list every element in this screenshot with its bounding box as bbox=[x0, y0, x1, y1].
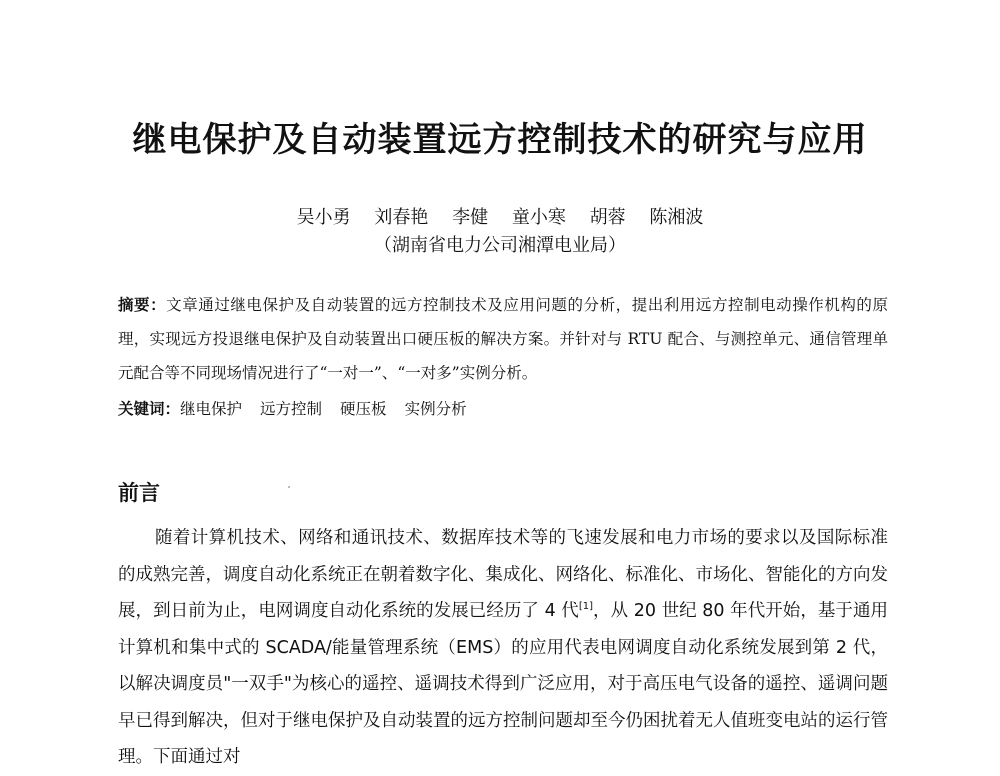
keywords-label: 关键词： bbox=[118, 399, 181, 418]
keyword: 远方控制 bbox=[260, 400, 323, 418]
section-heading: 前言 bbox=[118, 481, 160, 505]
author-list bbox=[0, 204, 1000, 232]
body-paragraph bbox=[118, 520, 888, 776]
author-name: 刘春艳 bbox=[374, 207, 429, 228]
abstract-text: 文章通过继电保护及自动装置的远方控制技术及应用问题的分析，提出利用远方控制电动操作机构的原理，实现远方投退继电保护及自动装置出口硬压板的解决方案。并针对与 RTU 配合、与测控单元、通信管理单元配合等不同现场情况进行了“一对一”、“一对多”实例分析。 bbox=[118, 296, 888, 382]
paper-title: 继电保护及自动装置远方控制技术的研究与应用 bbox=[132, 120, 868, 160]
author-name: 胡蓉 bbox=[589, 207, 626, 228]
keyword: 实例分析 bbox=[404, 400, 467, 418]
abstract bbox=[118, 288, 888, 390]
paragraph-text-continued: ，从 20 世纪 80 年代开始，基于通用计算机和集中式的 SCADA/能量管理系统（EMS）的应用代表电网调度自动化系统发展到第 2 代，以解决调度员"一双手"为核心的遥控、遥调技术得到广泛应用，对于高压电气设备的遥控、遥调问题早已得到解决，但对于继电保护及自动装置的远方控制问题却至今仍困扰着无人值班变电站的运行管理。下面通过对 bbox=[118, 601, 888, 767]
abstract-label: 摘要： bbox=[118, 295, 167, 314]
author-affiliation: （湖南省电力公司湘潭电业局） bbox=[374, 235, 626, 256]
paragraph-text: 随着计算机技术、网络和通讯技术、数据库技术等的飞速发展和电力市场的要求以及国际标准的成熟完善，调度自动化系统正在朝着数字化、集成化、网络化、标准化、市场化、智能化的方向发展，到日前为止，电网调度自动化系统的发展已经历了 4 代 bbox=[118, 528, 888, 621]
keyword: 继电保护 bbox=[180, 400, 243, 418]
author-name: 吴小勇 bbox=[296, 207, 351, 228]
keywords bbox=[118, 394, 888, 424]
author-name: 童小寒 bbox=[511, 207, 566, 228]
scan-speck bbox=[288, 486, 290, 488]
keyword: 硬压板 bbox=[340, 400, 387, 418]
author-name: 陈湘波 bbox=[649, 207, 704, 228]
author-name: 李健 bbox=[452, 207, 489, 228]
citation-marker: [1] bbox=[578, 601, 594, 613]
